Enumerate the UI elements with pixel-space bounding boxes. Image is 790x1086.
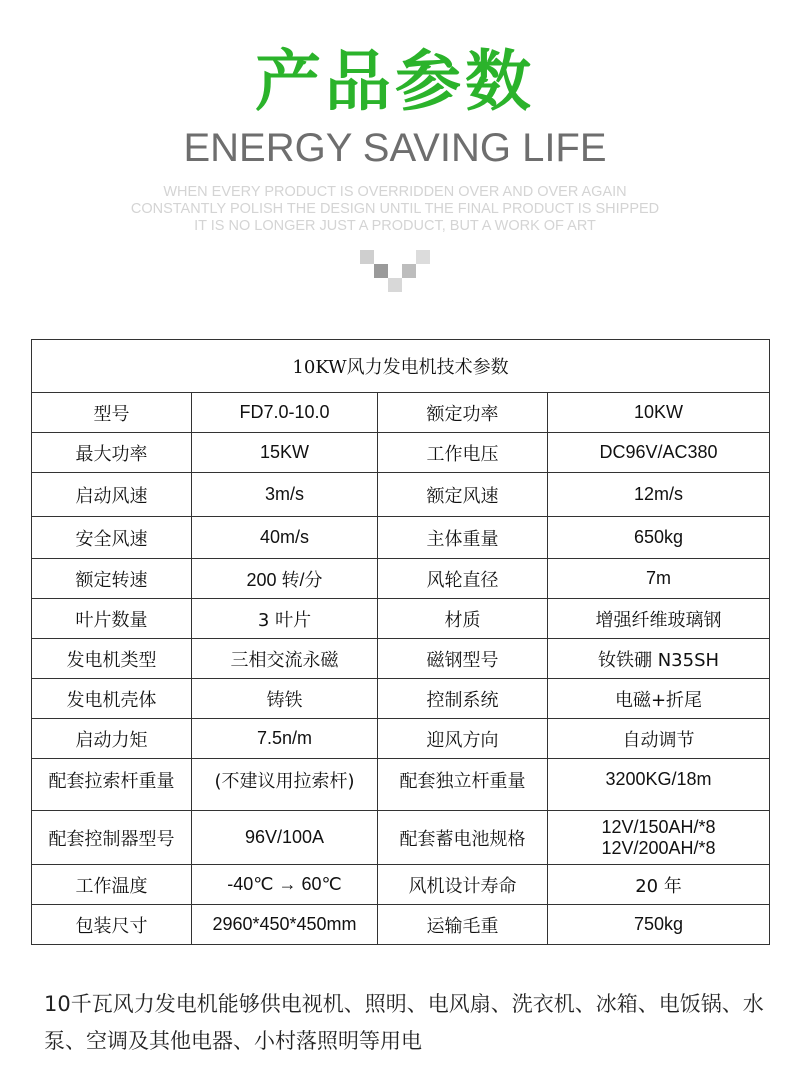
battery-spec-line-1: 12V/150AH/*8 bbox=[601, 816, 716, 837]
param-value: FD7.0-10.0 bbox=[192, 393, 378, 433]
chevron-down-icon bbox=[360, 250, 432, 298]
param-value: 7.5n/m bbox=[192, 719, 378, 759]
tagline-line-1: WHEN EVERY PRODUCT IS OVERRIDDEN OVER AND OVER AGAIN bbox=[163, 184, 627, 200]
param-value: 自动调节 bbox=[548, 719, 770, 759]
table-row bbox=[32, 517, 770, 559]
param-label: 工作电压 bbox=[378, 433, 548, 473]
param-label: 包装尺寸 bbox=[32, 905, 192, 945]
param-value: 三相交流永磁 bbox=[192, 639, 378, 679]
param-value: 7m bbox=[548, 559, 770, 599]
param-value: 96V/100A bbox=[192, 811, 378, 865]
param-value: 3200KG/18m bbox=[548, 759, 770, 811]
param-value: 增强纤维玻璃钢 bbox=[548, 599, 770, 639]
param-value: DC96V/AC380 bbox=[548, 433, 770, 473]
table-row bbox=[32, 865, 770, 905]
param-label: 额定转速 bbox=[32, 559, 192, 599]
param-label: 磁钢型号 bbox=[378, 639, 548, 679]
battery-spec-line-2: 12V/200AH/*8 bbox=[601, 837, 716, 858]
param-value: 750kg bbox=[548, 905, 770, 945]
param-label: 额定功率 bbox=[378, 393, 548, 433]
table-caption-row bbox=[32, 340, 770, 393]
param-value: 3m/s bbox=[192, 473, 378, 517]
param-label: 配套控制器型号 bbox=[32, 811, 192, 865]
table-row bbox=[32, 719, 770, 759]
table-row bbox=[32, 639, 770, 679]
tagline-line-3: IT IS NO LONGER JUST A PRODUCT, BUT A WORK OF ART bbox=[194, 218, 596, 234]
param-value: 40m/s bbox=[192, 517, 378, 559]
param-value: 钕铁硼 N35SH bbox=[548, 639, 770, 679]
table-row bbox=[32, 393, 770, 433]
param-value: 200 转/分 bbox=[192, 559, 378, 599]
param-label: 型号 bbox=[32, 393, 192, 433]
param-label: 启动力矩 bbox=[32, 719, 192, 759]
param-value: -40℃ → 60℃ bbox=[192, 865, 378, 905]
param-label: 材质 bbox=[378, 599, 548, 639]
param-value: 10KW bbox=[548, 393, 770, 433]
product-description: 10千瓦风力发电机能够供电视机、照明、电风扇、洗衣机、冰箱、电饭锅、水泵、空调及其他电器、小村落照明等用电 bbox=[44, 992, 764, 1053]
spec-table bbox=[31, 339, 770, 945]
param-label: 发电机壳体 bbox=[32, 679, 192, 719]
param-label: 最大功率 bbox=[32, 433, 192, 473]
param-label: 配套蓄电池规格 bbox=[378, 811, 548, 865]
table-row bbox=[32, 559, 770, 599]
param-label: 配套独立杆重量 bbox=[378, 759, 548, 811]
page-subtitle: ENERGY SAVING LIFE bbox=[183, 126, 607, 170]
param-value: 3 叶片 bbox=[192, 599, 378, 639]
param-label: 风机设计寿命 bbox=[378, 865, 548, 905]
param-label: 运输毛重 bbox=[378, 905, 548, 945]
param-value: 2960*450*450mm bbox=[192, 905, 378, 945]
param-label: 叶片数量 bbox=[32, 599, 192, 639]
page-title: 产品参数 bbox=[255, 43, 535, 120]
param-label: 主体重量 bbox=[378, 517, 548, 559]
param-value: 15KW bbox=[192, 433, 378, 473]
table-row bbox=[32, 905, 770, 945]
param-label: 风轮直径 bbox=[378, 559, 548, 599]
param-value bbox=[548, 811, 770, 865]
tagline-line-2: CONSTANTLY POLISH THE DESIGN UNTIL THE FINAL PRODUCT IS SHIPPED bbox=[130, 201, 660, 217]
table-row bbox=[32, 433, 770, 473]
table-caption: 10KW风力发电机技术参数 bbox=[32, 340, 770, 393]
param-label: 工作温度 bbox=[32, 865, 192, 905]
param-value: (不建议用拉索杆) bbox=[192, 759, 378, 811]
param-label: 安全风速 bbox=[32, 517, 192, 559]
table-row bbox=[32, 811, 770, 865]
param-value: 电磁+折尾 bbox=[548, 679, 770, 719]
param-label: 控制系统 bbox=[378, 679, 548, 719]
table-row bbox=[32, 473, 770, 517]
table-row bbox=[32, 679, 770, 719]
param-value: 20 年 bbox=[548, 865, 770, 905]
param-label: 迎风方向 bbox=[378, 719, 548, 759]
table-row bbox=[32, 599, 770, 639]
table-row bbox=[32, 759, 770, 811]
param-label: 启动风速 bbox=[32, 473, 192, 517]
param-label: 配套拉索杆重量 bbox=[32, 759, 192, 811]
param-label: 发电机类型 bbox=[32, 639, 192, 679]
param-value: 12m/s bbox=[548, 473, 770, 517]
param-value: 650kg bbox=[548, 517, 770, 559]
param-label: 额定风速 bbox=[378, 473, 548, 517]
param-value: 铸铁 bbox=[192, 679, 378, 719]
